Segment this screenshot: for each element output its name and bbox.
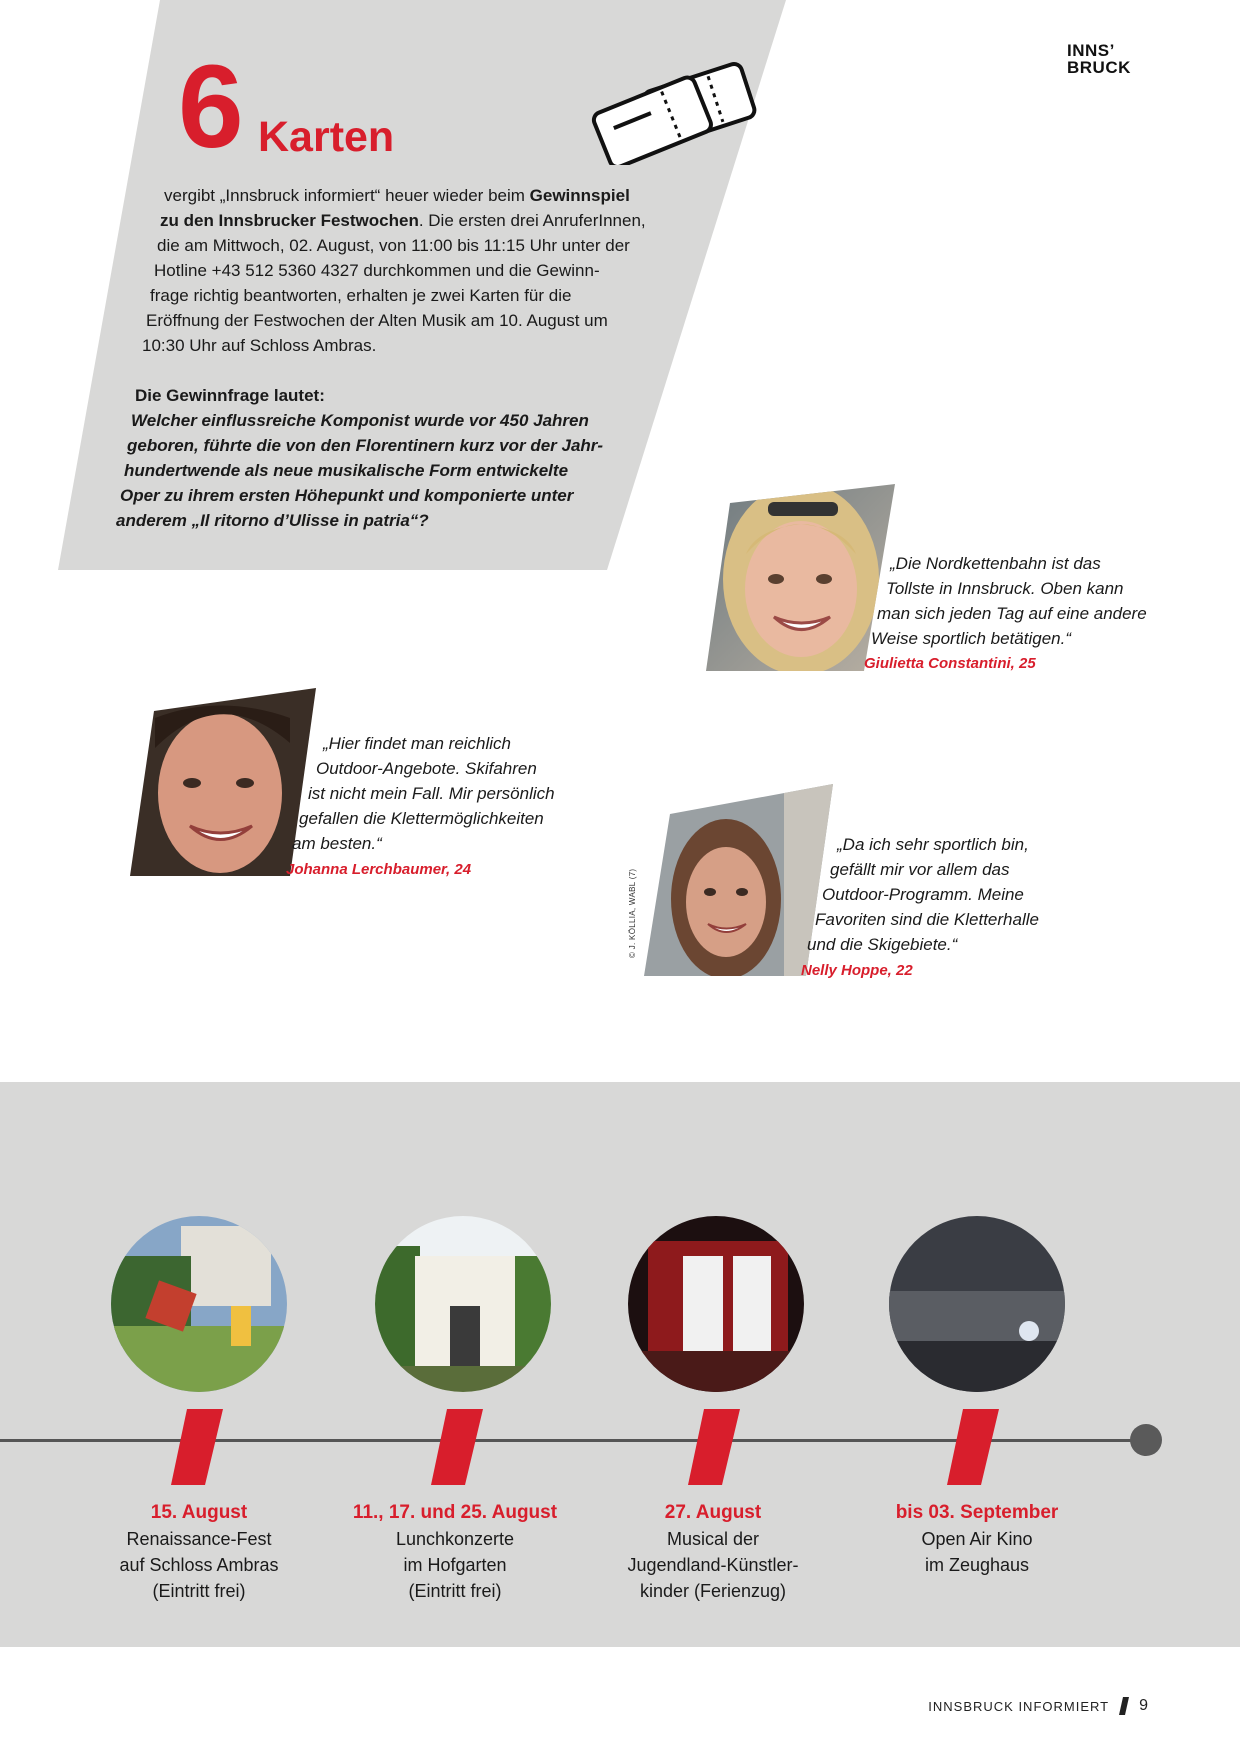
hero-number: 6 (178, 41, 244, 173)
question-line: anderem „Il ritorno d’Ulisse in patria“? (116, 511, 429, 530)
event-date: bis 03. September (895, 1502, 1059, 1523)
hero-text-line: vergibt „Innsbruck informiert“ heuer wieder beim Gewinnspiel (164, 186, 630, 205)
event-desc-line: im Hofgarten (403, 1555, 507, 1575)
hero-text-line: frage richtig beantworten, erhalten je zwei Karten für die (150, 286, 572, 305)
hero-text-line: die am Mittwoch, 02. August, von 11:00 bis 11:15 Uhr unter der (157, 236, 630, 255)
logo-line-2: BRUCK (1067, 58, 1131, 77)
question-heading: Die Gewinnfrage lautet: (135, 386, 325, 405)
event-item (847, 1500, 1107, 1578)
innsbruck-logo (1067, 42, 1147, 76)
quote-author: Nelly Hoppe, 22 (801, 962, 913, 979)
quote-line: Favoriten sind die Kletterhalle (815, 910, 1039, 929)
event-desc-line: auf Schloss Ambras (119, 1555, 279, 1575)
quote-line: und die Skigebiete.“ (807, 935, 958, 954)
hero-title: Karten (258, 113, 395, 161)
event-photo-hofgarten (375, 1216, 551, 1392)
timeline-end-dot (1130, 1424, 1162, 1456)
hero-text-line: Eröffnung der Festwochen der Alten Musik am 10. August um (146, 311, 608, 330)
quote-line: gefällt mir vor allem das (830, 860, 1010, 879)
timeline-marker (688, 1409, 742, 1485)
quote-line: gefallen die Klettermöglichkeiten (299, 809, 544, 828)
event-desc-line: Renaissance-Fest (126, 1529, 272, 1549)
event-desc-line: (Eintritt frei) (408, 1581, 502, 1601)
question-line: Oper zu ihrem ersten Höhepunkt und komponierte unter (120, 486, 574, 505)
event-desc-line: kinder (Ferienzug) (639, 1581, 787, 1601)
event-desc-line: Open Air Kino (921, 1529, 1033, 1549)
event-photo-musical (628, 1216, 804, 1392)
hero-text-line: Hotline +43 512 5360 4327 durchkommen und die Gewinn- (154, 261, 600, 280)
timeline-marker (431, 1409, 485, 1485)
logo-line-1: INNS’ (1067, 41, 1115, 60)
quote-line: am besten.“ (292, 834, 382, 853)
event-date: 15. August (150, 1502, 248, 1523)
event-date: 11., 17. und 25. August (352, 1502, 558, 1523)
quote-line: Outdoor-Angebote. Skifahren (316, 759, 537, 778)
event-desc-line: (Eintritt frei) (152, 1581, 246, 1601)
page-number: 9 (1139, 1697, 1148, 1714)
hero-text-line: zu den Innsbrucker Festwochen. Die ersten drei AnruferInnen, (160, 211, 646, 230)
quote-line: ist nicht mein Fall. Mir persönlich (308, 784, 555, 803)
quote-line: Weise sportlich betätigen.“ (871, 629, 1072, 648)
question-line: hundertwende als neue musikalische Form entwickelte (124, 461, 569, 480)
quote-author: Giulietta Constantini, 25 (864, 655, 1036, 672)
portrait-photo-giulietta (706, 484, 896, 674)
event-photo-kino (889, 1216, 1065, 1392)
event-item (69, 1500, 329, 1604)
quote-line: „Hier findet man reichlich (323, 734, 512, 753)
question-line: geboren, führte die von den Florentinern kurz vor der Jahr- (127, 436, 604, 455)
quote-author: Johanna Lerchbaumer, 24 (286, 861, 472, 878)
event-item (583, 1500, 843, 1604)
quote-line: Tollste in Innsbruck. Oben kann (886, 579, 1124, 598)
footer-slash-icon (1119, 1697, 1129, 1715)
portrait-photo-nelly (644, 784, 834, 979)
tickets-icon (588, 55, 768, 165)
page-footer (928, 1697, 1148, 1715)
quote-line: „Da ich sehr sportlich bin, (837, 835, 1029, 854)
timeline-marker (947, 1409, 1001, 1485)
event-date: 27. August (664, 1502, 762, 1523)
footer-label: INNSBRUCK INFORMIERT (928, 1698, 1110, 1714)
quote-line: Outdoor-Programm. Meine (822, 885, 1024, 904)
event-photo-renaissance (111, 1216, 287, 1392)
event-desc-line: Musical der (666, 1529, 760, 1549)
event-desc-line: Lunchkonzerte (395, 1529, 515, 1549)
photo-credit: © J. KÖLLIA, WABL (7) (628, 868, 637, 958)
timeline-marker (171, 1409, 225, 1485)
event-item (325, 1500, 585, 1604)
question-line: Welcher einflussreiche Komponist wurde vor 450 Jahren (131, 411, 589, 430)
quote-line: man sich jeden Tag auf eine andere (877, 604, 1147, 623)
hero-text-line: 10:30 Uhr auf Schloss Ambras. (142, 336, 377, 355)
quote-line: „Die Nordkettenbahn ist das (890, 554, 1101, 573)
event-desc-line: Jugendland-Künstler- (627, 1555, 799, 1575)
event-desc-line: im Zeughaus (924, 1555, 1030, 1575)
